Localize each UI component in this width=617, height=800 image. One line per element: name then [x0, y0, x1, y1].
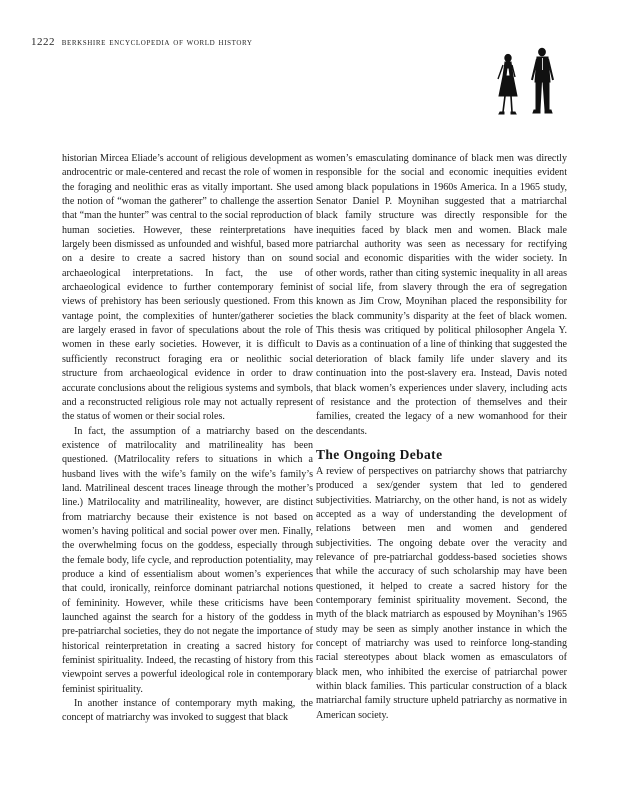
left-paragraph-1: historian Mircea Eliade’s account of religious development as androcentric or male-centered and recast the role of women in the foraging and neolithic eras as vitally important. She used the notion of “woman the gatherer” to challenge the assertion that “man the hunter” was central to the social reproduction of human societies. However, these reinterpretations have largely been dismissed as unfounded and wishful, based more on a desire to create a sacred history than on sound archaeological interpretations. In fact, the use of archaeological evidence to further contemporary feminist views of prehistory has been seriously questioned. From this vantage point, the complexities of hunter/gatherer societies are largely erased in favor of speculations about the role of women in these early societies. However, it is difficult to sufficiently reconstruct foraging era or neolithic social structure from archaeological evidence in order to draw accurate conclusions about the religious systems and symbols, and a reconstructed religious role may not actually represent the status of women or their social roles.: [62, 153, 313, 423]
left-paragraph-2: In fact, the assumption of a matriarchy based on the existence of matrilocality and matrilineality has been questioned. (Matrilocality refers to situations in which a husband lives with the wife’s family on the wife’s family’s land. Matrilineal descent traces lineage through the mother’s line.) Matrilocality and matrilineality, however, are distinct from matriarchy because their existence is not based on women’s having political and social power over men. Finally, the overwhelming focus on the goddess, especially through the female body, life cycle, and reproduction potentiality, may produce a kind of essentialism about women’s experiences that could, ironically, reinforce dominant patriarchal notions of femininity. However, while these criticisms have been launched against the search for a history of the goddess in pre-patriarchal societies, they do not negate the importance of historical reinterpretation in creating a sacred history for feminist spirituality. Indeed, the recasting of history from this viewpoint serves a powerful ideological role in contemporary feminist spirituality.: [62, 425, 313, 695]
running-head: [31, 36, 253, 48]
section-heading: The Ongoing Debate: [316, 446, 443, 462]
page-number: 1222: [31, 36, 55, 48]
right-paragraph-2: A review of perspectives on patriarchy shows that patriarchy produced a sex/gender system that led to gendered subjectivities. Matriarchy, on the other hand, is not as widely accepted as a way of understanding the development of relations between men and women and gendered subjectivities. The ongoing debate over the veracity and relevance of pre-patriarchal goddess-based societies shows that while the accuracy of such scholarship may have been questioned, it helped to create a sacred history for the contemporary feminist spirituality movement. Second, the myth of the black matriarch as espoused by Moynihan’s 1965 study may be seen as simply another instance in which the concept of matriarchy was used to reinforce long-standing racial stereotypes about black women as emasculators of black men, who inhibited the exercise of patriarchal power within black families. This particular construction of a black matriarchal family structure upheld patriarchy as normative in American society.: [316, 465, 567, 721]
left-column: [62, 152, 313, 726]
right-paragraph-1: women’s emasculating dominance of black men was directly responsible for the social and economic inequities evident among black populations in 1960s America. In a 1965 study, Senator Daniel P. Moynihan suggested that a matriarchal black family structure was directly responsible for the inequities faced by black men and women. Black male patriarchal authority was seen as necessary for rectifying social and economic disparities with the wider society. In other words, rather than citing systemic inequality in all areas of social life, from slavery through the era of segregation known as Jim Crow, Moynihan placed the responsibility for the black community’s disparity at the feet of black women. This thesis was critiqued by political philosopher Angela Y. Davis as a continuation of a line of thinking that suggested the deterioration of black family life under slavery and its continuation into the post-slavery era. Instead, Davis noted that black women’s experiences under slavery, including acts of resistance and the protection of themselves and their families, created the legacy of a new womanhood for their descendants.: [316, 153, 567, 437]
publication-title: berkshire encyclopedia of world history: [61, 37, 253, 48]
left-paragraph-3: In another instance of contemporary myth making, the concept of matriarchy was invoked to suggest that black: [62, 698, 313, 724]
right-column: [316, 152, 567, 723]
fashion-figures-icon: [488, 46, 564, 116]
